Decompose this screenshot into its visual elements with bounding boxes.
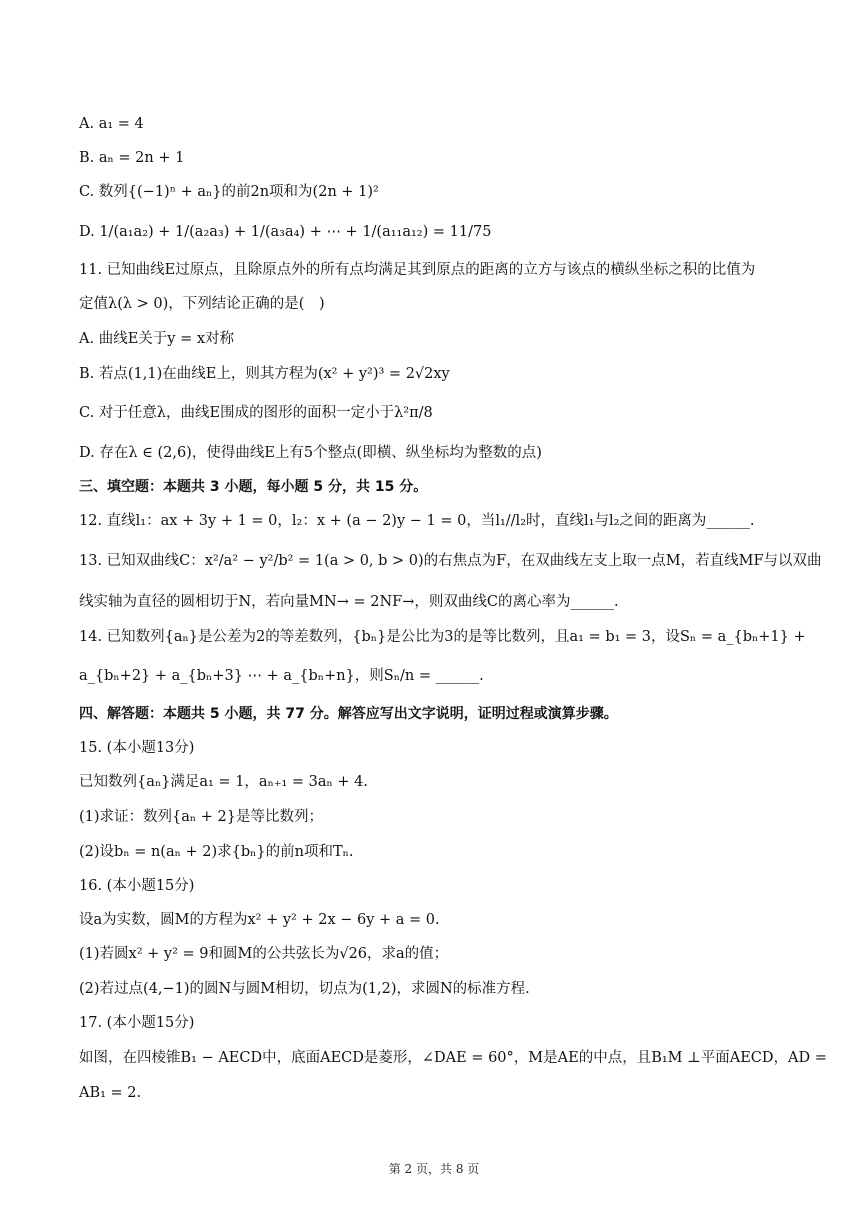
question-14-line-1: 14. 已知数列{aₙ}是公差为2的等差数列，{bₙ}是公比为3的是等比数列，且a₁ = b₁ = 3，设Sₙ = a_{bₙ+1} + — [79, 629, 806, 645]
question-17-header: 17. (本小题15分) — [79, 1015, 195, 1031]
question-11-line-2: 定值λ(λ > 0)，下列结论正确的是( ) — [79, 296, 325, 312]
question-16-part-1: (1)若圆x² + y² = 9和圆M的公共弦长为√26，求a的值； — [79, 946, 449, 962]
option-a-10: A. a₁ = 4 — [79, 116, 144, 132]
question-12: 12. 直线l₁：ax + 3y + 1 = 0，l₂：x + (a − 2)y − 1 = 0，当l₁//l₂时，直线l₁与l₂之间的距离为______. — [79, 513, 755, 529]
question-17-line-1: 如图，在四棱锥B₁ − AECD中，底面AECD是菱形，∠DAE = 60°，M是AE的中点，且B₁M ⊥平面AECD，AD = — [79, 1050, 827, 1066]
option-b-11: B. 若点(1,1)在曲线E上，则其方程为(x² + y²)³ = 2√2xy — [79, 366, 450, 382]
question-11-line-1: 11. 已知曲线E过原点，且除原点外的所有点均满足其到原点的距离的立方与该点的横纵坐标之积的比值为 — [79, 262, 756, 278]
option-a-11: A. 曲线E关于y = x对称 — [79, 331, 235, 347]
question-16-header: 16. (本小题15分) — [79, 878, 195, 894]
question-13-line-1: 13. 已知双曲线C：x²/a² − y²/b² = 1(a > 0, b > 0)的右焦点为F，在双曲线左支上取一点M，若直线MF与以双曲 — [79, 553, 822, 569]
question-14-line-2: a_{bₙ+2} + a_{bₙ+3} ⋯ + a_{bₙ+n}，则Sₙ/n = ______. — [79, 668, 484, 684]
question-16-stem: 设a为实数，圆M的方程为x² + y² + 2x − 6y + a = 0. — [79, 912, 440, 928]
page-footer: 第 2 页，共 8 页 — [388, 1162, 480, 1176]
question-17-line-2: AB₁ = 2. — [79, 1085, 142, 1101]
option-d-10: D. 1/(a₁a₂) + 1/(a₂a₃) + 1/(a₃a₄) + ⋯ + 1/(a₁₁a₁₂) = 11/75 — [79, 224, 492, 240]
question-15-part-1: (1)求证：数列{aₙ + 2}是等比数列； — [79, 809, 323, 825]
question-15-stem: 已知数列{aₙ}满足a₁ = 1，aₙ₊₁ = 3aₙ + 4. — [79, 774, 369, 790]
option-d-11: D. 存在λ ∈ (2,6)，使得曲线E上有5个整点(即横、纵坐标均为整数的点) — [79, 445, 542, 461]
option-c-10: C. 数列{(−1)ⁿ + aₙ}的前2n项和为(2n + 1)² — [79, 184, 379, 200]
question-13-line-2: 线实轴为直径的圆相切于N，若向量MN→ = 2NF→，则双曲线C的离心率为______. — [79, 594, 619, 610]
section-fill-in: 三、填空题：本题共 3 小题，每小题 5 分，共 15 分。 — [79, 479, 428, 495]
option-b-10: B. aₙ = 2n + 1 — [79, 150, 185, 166]
question-16-part-2: (2)若过点(4,−1)的圆N与圆M相切，切点为(1,2)，求圆N的标准方程. — [79, 981, 530, 997]
question-15-part-2: (2)设bₙ = n(aₙ + 2)求{bₙ}的前n项和Tₙ. — [79, 844, 354, 860]
option-c-11: C. 对于任意λ，曲线E围成的图形的面积一定小于λ²π/8 — [79, 405, 433, 421]
section-solutions: 四、解答题：本题共 5 小题，共 77 分。解答应写出文字说明，证明过程或演算步骤。 — [79, 706, 618, 722]
question-15-header: 15. (本小题13分) — [79, 740, 195, 756]
